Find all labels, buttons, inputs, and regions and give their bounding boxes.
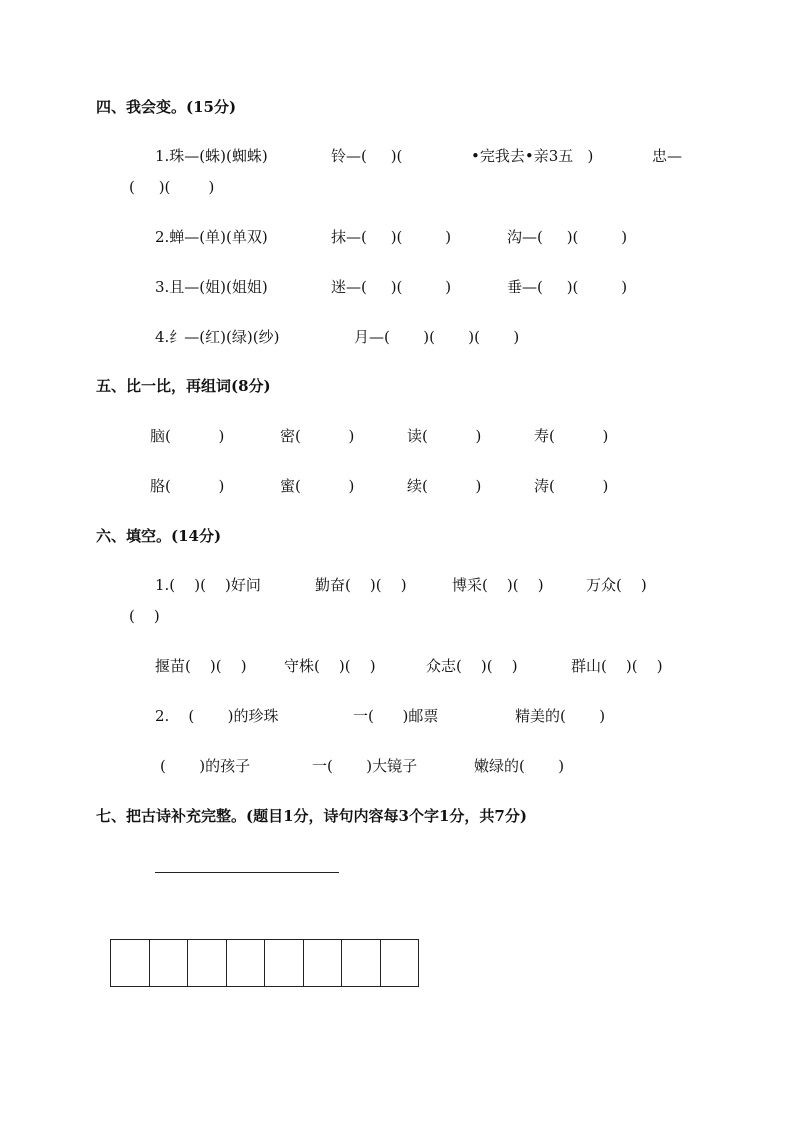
s4-row-2 [155,225,628,249]
s4-row-4-part-2: 月—( )( )( ) [354,328,520,346]
s4-row-3-part-3: 垂—( )( ) [507,278,628,296]
s4-row-2-part-1: 2.蝉—(单)(单双) [155,228,268,246]
s6-row-4-part-3: 嫩绿的( ) [474,757,565,775]
s4-row-1-continued: ( )( ) [129,178,215,196]
s6-row-1-part-4: 万众( ) [586,576,647,594]
s4-row-4 [155,325,520,349]
s6-row-1-part-1: 1.( )( )好问 [155,576,261,594]
grid-cell[interactable] [342,940,381,986]
s4-row-3 [155,275,628,299]
s4-row-4-part-1: 4.纟—(红)(绿)(纱) [155,328,280,346]
s5-item-xu: 续( ) [407,477,482,495]
s6-row-1-part-3: 博采( )( ) [452,576,544,594]
s5-row-1 [150,424,609,448]
section-6-title: 六、填空。(14分) [96,527,222,545]
s6-row-3-part-2: 一( )邮票 [353,707,439,725]
grid-cell[interactable] [265,940,304,986]
s6-row-1-continued: ( ) [129,607,160,625]
s4-row-2-part-3: 沟—( )( ) [507,228,628,246]
grid-cell[interactable] [227,940,266,986]
s6-row-4-part-2: 一( )大镜子 [312,757,418,775]
grid-cell[interactable] [304,940,343,986]
s4-row-1-part-4: 忠— [652,147,683,165]
s6-row-2-part-1: 揠苗( )( ) [155,657,247,675]
section-4-title: 四、我会变。(15分) [96,98,237,116]
s4-row-3-part-1: 3.且—(姐)(姐姐) [155,278,268,296]
s5-item-shou: 寿( ) [534,427,609,445]
s6-row-4-part-1: ( )的孩子 [160,757,251,775]
grid-cell[interactable] [381,940,420,986]
s6-row-2-part-3: 众志( )( ) [426,657,518,675]
s5-item-ge: 胳( ) [150,477,225,495]
s6-row-4 [160,754,565,778]
poem-title-blank[interactable] [155,872,339,873]
s6-row-2 [155,654,663,678]
s5-item-tao: 涛( ) [534,477,609,495]
s6-row-3-part-1: 2. ( )的珍珠 [155,707,279,725]
section-5-title: 五、比一比，再组词(8分) [96,377,271,395]
grid-cell[interactable] [111,940,150,986]
s4-row-1-part-1: 1.珠—(蛛)(蜘蛛) [155,147,268,165]
s5-item-du: 读( ) [407,427,482,445]
s6-row-3 [155,704,606,728]
s5-item-nao: 脑( ) [150,427,225,445]
poem-character-grid [110,939,419,987]
s6-row-3-part-3: 精美的( ) [515,707,606,725]
s4-row-1 [155,144,683,168]
s4-row-1-part-2: 铃—( )( [331,147,403,165]
s4-row-2-part-2: 抹—( )( ) [331,228,452,246]
grid-cell[interactable] [188,940,227,986]
s6-row-2-part-4: 群山( )( ) [571,657,663,675]
s6-row-2-part-2: 守株( )( ) [284,657,376,675]
s5-row-2 [150,474,609,498]
s6-row-1-part-2: 勤奋( )( ) [315,576,407,594]
s6-row-1 [155,573,647,597]
s4-row-1-part-3: •完我去•亲3五 ) [471,147,594,165]
grid-cell[interactable] [150,940,189,986]
s4-row-3-part-2: 迷—( )( ) [331,278,452,296]
s5-item-mi2: 蜜( ) [280,477,355,495]
s5-item-mi: 密( ) [280,427,355,445]
section-7-title: 七、把古诗补充完整。(题目1分，诗句内容每3个字1分，共7分) [96,807,527,825]
